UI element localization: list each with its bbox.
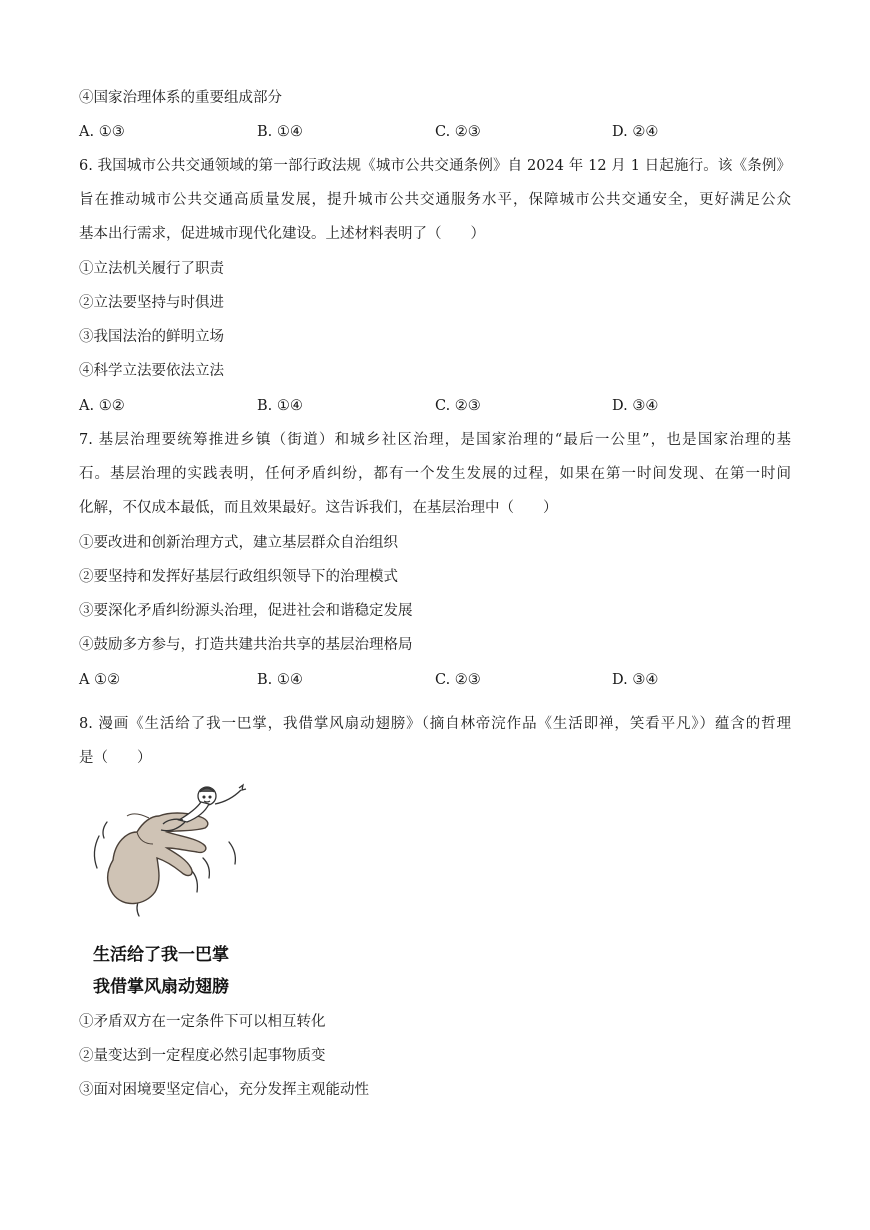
q5-item-4: ④国家治理体系的重要组成部分 bbox=[79, 90, 282, 106]
q5-option-b: B. ①④ bbox=[257, 124, 303, 140]
q6-item-3: ③我国法治的鲜明立场 bbox=[79, 329, 224, 345]
q5-option-d: D. ②④ bbox=[612, 124, 659, 140]
q8-stem-line-1: 8. 漫画《生活给了我一巴掌，我借掌风扇动翅膀》（摘自林帝浣作品《生活即禅，笑看平凡》）蕴含的哲理 bbox=[79, 716, 791, 732]
q7-stem-line-1: 7. 基层治理要统筹推进乡镇（街道）和城乡社区治理，是国家治理的“最后一公里”，也是国家治理的基 bbox=[79, 432, 791, 448]
q6-option-a: A. ①② bbox=[79, 398, 125, 414]
q7-stem-line-3: 化解，不仅成本最低，而且效果最好。这告诉我们，在基层治理中（ ） bbox=[79, 500, 558, 516]
q5-option-a: A. ①③ bbox=[79, 124, 125, 140]
cartoon-caption-line-1: 生活给了我一巴掌 bbox=[93, 945, 229, 965]
cartoon-slap-wings bbox=[79, 782, 254, 1004]
q7-stem-line-2: 石。基层治理的实践表明，任何矛盾纠纷，都有一个发生发展的过程，如果在第一时间发现、在第一时间 bbox=[79, 466, 791, 482]
q7-option-a: A ①② bbox=[79, 672, 121, 688]
q6-stem-line-3: 基本出行需求，促进城市现代化建设。上述材料表明了（ ） bbox=[79, 226, 485, 242]
q6-item-4: ④科学立法要依法立法 bbox=[79, 363, 224, 379]
hand-drawing bbox=[108, 813, 208, 904]
q7-item-1: ①要改进和创新治理方式，建立基层群众自治组织 bbox=[79, 535, 398, 551]
q7-item-2: ②要坚持和发挥好基层行政组织领导下的治理模式 bbox=[79, 569, 398, 585]
q6-stem-line-1: 6. 我国城市公共交通领域的第一部行政法规《城市公共交通条例》自 2024 年 12 月 1 日起施行。该《条例》 bbox=[79, 158, 791, 174]
q6-item-1: ①立法机关履行了职责 bbox=[79, 261, 224, 277]
q6-option-b: B. ①④ bbox=[257, 398, 303, 414]
q6-option-c: C. ②③ bbox=[435, 398, 481, 414]
q8-item-3: ③面对困境要坚定信心，充分发挥主观能动性 bbox=[79, 1082, 369, 1098]
q5-option-c: C. ②③ bbox=[435, 124, 481, 140]
q7-item-3: ③要深化矛盾纠纷源头治理，促进社会和谐稳定发展 bbox=[79, 603, 413, 619]
q7-option-c: C. ②③ bbox=[435, 672, 481, 688]
cartoon-caption-line-2: 我借掌风扇动翅膀 bbox=[93, 977, 229, 997]
q6-option-d: D. ③④ bbox=[612, 398, 659, 414]
q8-stem-line-2: 是（ ） bbox=[79, 750, 152, 766]
q8-item-2: ②量变达到一定程度必然引起事物质变 bbox=[79, 1048, 326, 1064]
q7-option-b: B. ①④ bbox=[257, 672, 303, 688]
q7-item-4: ④鼓励多方参与，打造共建共治共享的基层治理格局 bbox=[79, 637, 413, 653]
q6-item-2: ②立法要坚持与时俱进 bbox=[79, 295, 224, 311]
q7-option-d: D. ③④ bbox=[612, 672, 659, 688]
q6-stem-line-2: 旨在推动城市公共交通高质量发展，提升城市公共交通服务水平，保障城市公共交通安全，更好满足公众 bbox=[79, 192, 791, 208]
q8-item-1: ①矛盾双方在一定条件下可以相互转化 bbox=[79, 1014, 326, 1030]
